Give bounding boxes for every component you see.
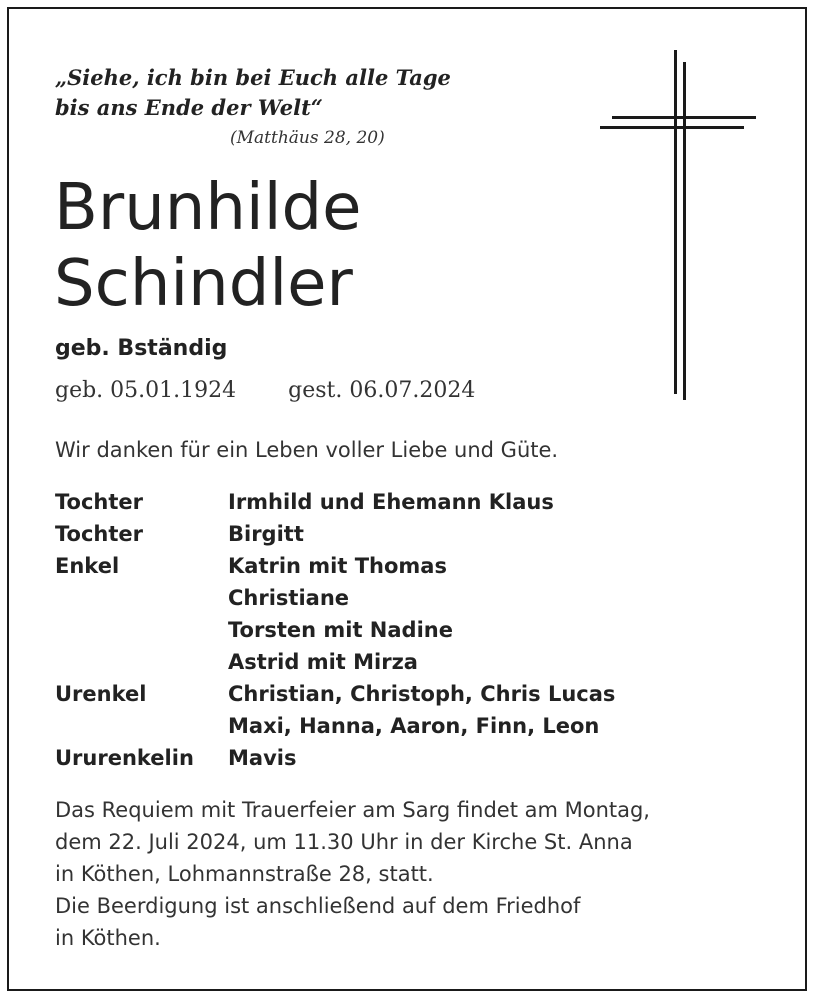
relative-names: Mavis: [228, 746, 297, 770]
relation-label: Tochter: [55, 490, 143, 514]
relative-names: Katrin mit Thomas: [228, 554, 447, 578]
quote-line: „Siehe, ich bin bei Euch alle Tage: [55, 65, 451, 90]
first-name: Brunhilde: [54, 171, 362, 245]
notice-line: Das Requiem mit Trauerfeier am Sarg findet am Montag,: [55, 798, 650, 822]
notice-line: dem 22. Juli 2024, um 11.30 Uhr in der Kirche St. Anna: [55, 830, 633, 854]
thanks-text: Wir danken für ein Leben voller Liebe und Güte.: [55, 438, 559, 462]
bible-quote: [55, 63, 475, 123]
quote-line: bis ans Ende der Welt“: [55, 95, 323, 120]
quote-source: (Matthäus 28, 20): [230, 128, 385, 148]
relation-label: Ururenkelin: [55, 746, 194, 770]
relative-names: Astrid mit Mirza: [228, 650, 418, 674]
death-date: gest. 06.07.2024: [288, 378, 476, 403]
maiden-name: geb. Bständig: [55, 336, 228, 361]
notice-line: in Köthen.: [55, 926, 161, 950]
deceased-name: [54, 170, 361, 322]
last-name: Schindler: [54, 247, 353, 321]
relation-label: Tochter: [55, 522, 143, 546]
cross-icon: [600, 50, 756, 400]
relation-label: Urenkel: [55, 682, 147, 706]
service-notice: [55, 794, 785, 954]
relative-names: Maxi, Hanna, Aaron, Finn, Leon: [228, 714, 600, 738]
relative-names: Birgitt: [228, 522, 304, 546]
birth-date: geb. 05.01.1924: [55, 378, 237, 403]
relation-label: Enkel: [55, 554, 120, 578]
relative-names: Christian, Christoph, Chris Lucas: [228, 682, 616, 706]
notice-line: Die Beerdigung ist anschließend auf dem Friedhof: [55, 894, 581, 918]
relative-names: Torsten mit Nadine: [228, 618, 453, 642]
relative-names: Christiane: [228, 586, 350, 610]
relative-names: Irmhild und Ehemann Klaus: [228, 490, 554, 514]
notice-line: in Köthen, Lohmannstraße 28, statt.: [55, 862, 434, 886]
life-dates: [55, 378, 475, 403]
